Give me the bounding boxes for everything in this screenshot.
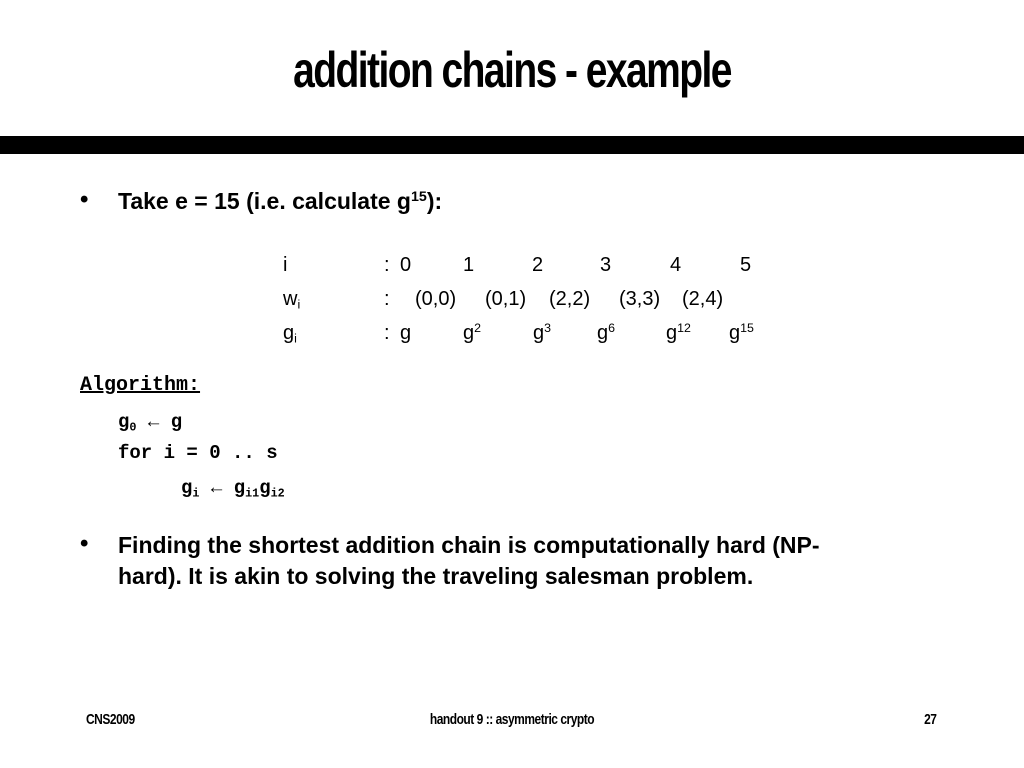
row-i-value: 2 [532,254,544,276]
row-g-value: $g^3$ [533,321,552,344]
row-w-base: w [283,288,298,310]
row-w-value: (2,2) [549,288,591,310]
footer-handout-title: handout 9 :: asymmetric crypto [429,711,595,728]
row-i-value: 5 [740,254,752,276]
footer-page-number: 27 [923,711,936,728]
algorithm-line-loop: for i = 0 .. s [118,442,278,464]
row-w-label [283,287,300,311]
row-i-value: 0 [400,254,412,276]
algorithm-heading: Algorithm: [80,374,201,397]
footer-course: CNS2009 [86,711,135,728]
bullet-1-superscript: 15 [410,189,427,206]
row-g-separator: : [384,322,390,344]
bullet-marker-1: • [80,186,89,213]
row-w-separator: : [384,288,390,310]
algorithm-line-init: $g_0$ ← g [118,411,183,435]
row-g-value: $g^{12}$ [666,321,691,344]
row-w-value: (2,4) [682,288,724,310]
algorithm-line-body: $g_i$ ← $g_{i1}g_{i2}$ [181,477,285,501]
bullet-2-line-2: hard). It is akin to solving the traveling salesman problem. [118,563,754,589]
row-w-value: (0,1) [485,288,527,310]
bullet-1-suffix: ): [426,188,443,214]
row-g-value: $g^{15}$ [729,321,754,344]
row-g-value: $g^2$ [463,321,482,344]
row-w-value: (0,0) [415,288,457,310]
slide-title: addition chains - example [293,42,731,98]
row-i-separator: : [384,254,390,276]
row-w-value: (3,3) [619,288,661,310]
row-g-value: $g^6$ [597,321,616,344]
row-g-subscript: i [294,331,297,346]
bullet-1-main: Take e = 15 (i.e. calculate g [118,188,411,214]
row-g-base: g [283,322,295,344]
row-g-label [283,321,297,345]
bullet-1-text [118,186,442,217]
row-i-value: 3 [600,254,612,276]
bullet-2-line-1: Finding the shortest addition chain is computationally hard (NP- [118,532,820,558]
row-i-value: 4 [670,254,682,276]
title-divider-bar [0,136,1024,154]
row-i-value: 1 [463,254,475,276]
bullet-marker-2: • [80,530,89,557]
row-i-label: i [283,254,288,276]
row-g-value: g [400,322,412,344]
row-w-subscript: i [297,297,301,312]
